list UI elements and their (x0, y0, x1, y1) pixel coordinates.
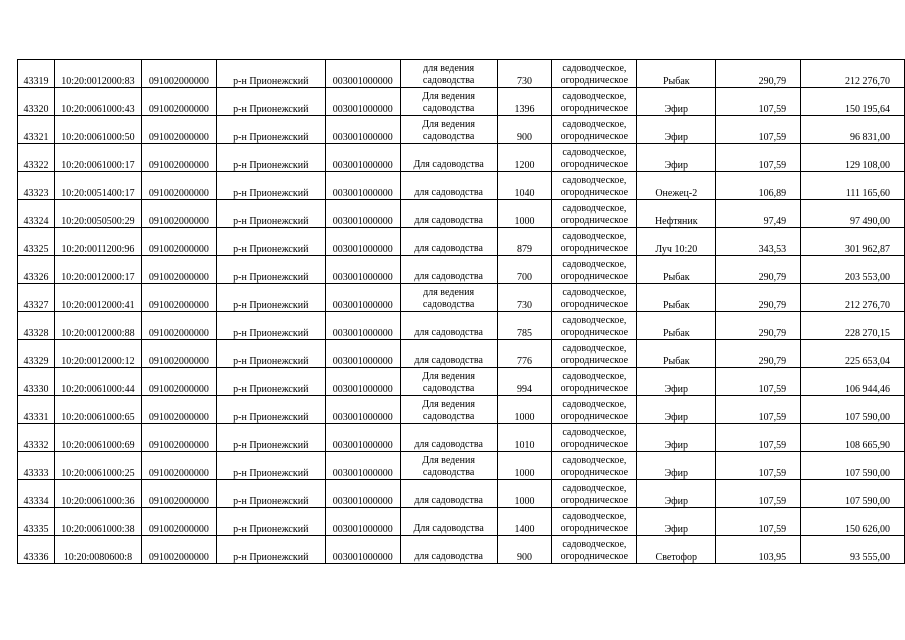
specific-value-cell: 97,49 (716, 200, 801, 228)
land-category-line: огородническое (560, 523, 629, 534)
cadastral-value-cell: 108 665,90 (801, 424, 905, 452)
specific-value-cell: 107,59 (716, 508, 801, 536)
association-name-cell: Рыбак (637, 256, 716, 284)
permitted-use-line (402, 203, 496, 215)
table-row (18, 480, 905, 508)
row-number-cell: 43328 (18, 312, 55, 340)
land-category-cell (552, 228, 637, 256)
permitted-use-line: садоводства (422, 383, 475, 394)
district-cell: р-н Прионежский (216, 200, 325, 228)
land-category-line: садоводческое, (562, 399, 627, 410)
district-cell: р-н Прионежский (216, 508, 325, 536)
district-cell: р-н Прионежский (216, 368, 325, 396)
land-category-line: огородническое (560, 411, 629, 422)
permitted-use-cell (400, 256, 497, 284)
permitted-use-line (402, 343, 496, 355)
oktmo-code-cell: 091002000000 (141, 452, 216, 480)
locality-code-cell: 003001000000 (325, 340, 400, 368)
land-category-cell (552, 284, 637, 312)
locality-code-cell: 003001000000 (325, 368, 400, 396)
permitted-use-cell (400, 88, 497, 116)
area-cell: 900 (497, 536, 552, 564)
oktmo-code-cell: 091002000000 (141, 368, 216, 396)
cadastral-value-cell: 93 555,00 (801, 536, 905, 564)
cadastral-number-cell: 10:20:0061000:36 (54, 480, 141, 508)
permitted-use-cell (400, 508, 497, 536)
cadastral-value-table (17, 59, 905, 564)
land-category-cell (552, 536, 637, 564)
permitted-use-line: садоводства (422, 103, 475, 114)
land-category-cell (552, 480, 637, 508)
oktmo-code-cell: 091002000000 (141, 60, 216, 88)
row-number-cell: 43335 (18, 508, 55, 536)
land-category-cell (552, 144, 637, 172)
permitted-use-cell (400, 480, 497, 508)
land-category-line: огородническое (560, 355, 629, 366)
permitted-use-line (402, 259, 496, 271)
permitted-use-line (402, 539, 496, 551)
association-name-cell: Эфир (637, 452, 716, 480)
area-cell: 1000 (497, 396, 552, 424)
permitted-use-line: для садоводства (414, 271, 483, 282)
cadastral-number-cell: 10:20:0061000:25 (54, 452, 141, 480)
cadastral-value-cell: 150 195,64 (801, 88, 905, 116)
district-cell: р-н Прионежский (216, 172, 325, 200)
cadastral-number-cell: 10:20:0012000:41 (54, 284, 141, 312)
permitted-use-line: садоводства (422, 411, 475, 422)
land-category-line: садоводческое, (562, 371, 627, 382)
cadastral-number-cell: 10:20:0061000:69 (54, 424, 141, 452)
district-cell: р-н Прионежский (216, 452, 325, 480)
oktmo-code-cell: 091002000000 (141, 312, 216, 340)
association-name-cell: Светофор (637, 536, 716, 564)
row-number-cell: 43333 (18, 452, 55, 480)
locality-code-cell: 003001000000 (325, 144, 400, 172)
oktmo-code-cell: 091002000000 (141, 340, 216, 368)
table-row (18, 368, 905, 396)
row-number-cell: 43323 (18, 172, 55, 200)
permitted-use-line (402, 427, 496, 439)
area-cell: 730 (497, 60, 552, 88)
land-category-cell (552, 116, 637, 144)
row-number-cell: 43325 (18, 228, 55, 256)
specific-value-cell: 290,79 (716, 256, 801, 284)
land-category-line: огородническое (560, 299, 629, 310)
area-cell: 700 (497, 256, 552, 284)
specific-value-cell: 290,79 (716, 340, 801, 368)
land-category-cell (552, 508, 637, 536)
row-number-cell: 43324 (18, 200, 55, 228)
cadastral-value-cell: 150 626,00 (801, 508, 905, 536)
permitted-use-line: для ведения (423, 287, 475, 298)
area-cell: 1200 (497, 144, 552, 172)
permitted-use-line: для садоводства (414, 495, 483, 506)
area-cell: 1000 (497, 480, 552, 508)
cadastral-value-cell: 203 553,00 (801, 256, 905, 284)
permitted-use-line (402, 511, 496, 523)
district-cell: р-н Прионежский (216, 340, 325, 368)
specific-value-cell: 107,59 (716, 368, 801, 396)
district-cell: р-н Прионежский (216, 60, 325, 88)
land-category-line: огородническое (560, 383, 629, 394)
land-category-line: огородническое (560, 159, 629, 170)
table-row (18, 228, 905, 256)
locality-code-cell: 003001000000 (325, 116, 400, 144)
specific-value-cell: 107,59 (716, 424, 801, 452)
land-category-line: садоводческое, (562, 259, 627, 270)
row-number-cell: 43329 (18, 340, 55, 368)
association-name-cell: Эфир (637, 116, 716, 144)
association-name-cell: Рыбак (637, 284, 716, 312)
cadastral-value-cell: 106 944,46 (801, 368, 905, 396)
locality-code-cell: 003001000000 (325, 424, 400, 452)
oktmo-code-cell: 091002000000 (141, 200, 216, 228)
land-category-line: огородническое (560, 243, 629, 254)
association-name-cell: Рыбак (637, 60, 716, 88)
cadastral-number-cell: 10:20:0061000:38 (54, 508, 141, 536)
locality-code-cell: 003001000000 (325, 480, 400, 508)
land-category-line: садоводческое, (562, 63, 627, 74)
district-cell: р-н Прионежский (216, 256, 325, 284)
cadastral-number-cell: 10:20:0061000:50 (54, 116, 141, 144)
area-cell: 994 (497, 368, 552, 396)
oktmo-code-cell: 091002000000 (141, 172, 216, 200)
land-category-line: садоводческое, (562, 455, 627, 466)
table-row (18, 340, 905, 368)
association-name-cell: Эфир (637, 396, 716, 424)
land-category-cell (552, 60, 637, 88)
association-name-cell: Луч 10:20 (637, 228, 716, 256)
cadastral-number-cell: 10:20:0061000:43 (54, 88, 141, 116)
oktmo-code-cell: 091002000000 (141, 424, 216, 452)
district-cell: р-н Прионежский (216, 144, 325, 172)
row-number-cell: 43319 (18, 60, 55, 88)
specific-value-cell: 290,79 (716, 312, 801, 340)
permitted-use-cell (400, 536, 497, 564)
land-category-line: садоводческое, (562, 119, 627, 130)
cadastral-number-cell: 10:20:0051400:17 (54, 172, 141, 200)
oktmo-code-cell: 091002000000 (141, 88, 216, 116)
specific-value-cell: 107,59 (716, 116, 801, 144)
row-number-cell: 43330 (18, 368, 55, 396)
permitted-use-cell (400, 116, 497, 144)
locality-code-cell: 003001000000 (325, 396, 400, 424)
land-category-line: садоводческое, (562, 203, 627, 214)
district-cell: р-н Прионежский (216, 312, 325, 340)
area-cell: 879 (497, 228, 552, 256)
land-category-line: садоводческое, (562, 287, 627, 298)
permitted-use-line: для садоводства (414, 215, 483, 226)
permitted-use-line: для садоводства (414, 243, 483, 254)
table-row (18, 312, 905, 340)
table-row (18, 116, 905, 144)
association-name-cell: Эфир (637, 424, 716, 452)
specific-value-cell: 107,59 (716, 452, 801, 480)
cadastral-value-cell: 212 276,70 (801, 284, 905, 312)
cadastral-number-cell: 10:20:0012000:17 (54, 256, 141, 284)
association-name-cell: Нефтяник (637, 200, 716, 228)
locality-code-cell: 003001000000 (325, 508, 400, 536)
oktmo-code-cell: 091002000000 (141, 116, 216, 144)
table-body (18, 60, 905, 564)
permitted-use-line: Для садоводства (413, 159, 484, 170)
land-category-cell (552, 396, 637, 424)
land-category-line: садоводческое, (562, 483, 627, 494)
cadastral-value-cell: 225 653,04 (801, 340, 905, 368)
permitted-use-line (402, 483, 496, 495)
land-category-line: огородническое (560, 439, 629, 450)
permitted-use-line: Для ведения (422, 399, 475, 410)
area-cell: 1396 (497, 88, 552, 116)
cadastral-value-cell: 228 270,15 (801, 312, 905, 340)
district-cell: р-н Прионежский (216, 228, 325, 256)
land-category-line: садоводческое, (562, 343, 627, 354)
cadastral-number-cell: 10:20:0061000:65 (54, 396, 141, 424)
area-cell: 900 (497, 116, 552, 144)
cadastral-value-cell: 107 590,00 (801, 480, 905, 508)
row-number-cell: 43331 (18, 396, 55, 424)
table-row (18, 88, 905, 116)
locality-code-cell: 003001000000 (325, 256, 400, 284)
association-name-cell: Онежец-2 (637, 172, 716, 200)
land-category-line: огородническое (560, 103, 629, 114)
permitted-use-line: Для ведения (422, 119, 475, 130)
permitted-use-line: Для ведения (422, 91, 475, 102)
land-category-cell (552, 312, 637, 340)
table-row (18, 256, 905, 284)
area-cell: 1040 (497, 172, 552, 200)
cadastral-number-cell: 10:20:0011200:96 (54, 228, 141, 256)
permitted-use-cell (400, 340, 497, 368)
locality-code-cell: 003001000000 (325, 228, 400, 256)
land-category-cell (552, 172, 637, 200)
permitted-use-line: для садоводства (414, 439, 483, 450)
land-category-line: огородническое (560, 495, 629, 506)
area-cell: 776 (497, 340, 552, 368)
land-category-line: огородническое (560, 75, 629, 86)
row-number-cell: 43327 (18, 284, 55, 312)
permitted-use-cell (400, 60, 497, 88)
association-name-cell: Эфир (637, 480, 716, 508)
row-number-cell: 43322 (18, 144, 55, 172)
land-category-line: садоводческое, (562, 175, 627, 186)
specific-value-cell: 103,95 (716, 536, 801, 564)
permitted-use-cell (400, 200, 497, 228)
district-cell: р-н Прионежский (216, 396, 325, 424)
cadastral-number-cell: 10:20:0050500:29 (54, 200, 141, 228)
permitted-use-line: садоводства (422, 467, 475, 478)
land-category-line: садоводческое, (562, 147, 627, 158)
cadastral-value-cell: 129 108,00 (801, 144, 905, 172)
locality-code-cell: 003001000000 (325, 60, 400, 88)
specific-value-cell: 107,59 (716, 144, 801, 172)
table-row (18, 536, 905, 564)
cadastral-number-cell: 10:20:0012000:88 (54, 312, 141, 340)
permitted-use-cell (400, 228, 497, 256)
land-category-cell (552, 452, 637, 480)
specific-value-cell: 290,79 (716, 284, 801, 312)
oktmo-code-cell: 091002000000 (141, 228, 216, 256)
locality-code-cell: 003001000000 (325, 200, 400, 228)
area-cell: 1010 (497, 424, 552, 452)
permitted-use-line: Для садоводства (413, 523, 484, 534)
permitted-use-line: для садоводства (414, 551, 483, 562)
cadastral-value-cell: 107 590,00 (801, 452, 905, 480)
association-name-cell: Эфир (637, 508, 716, 536)
locality-code-cell: 003001000000 (325, 536, 400, 564)
specific-value-cell: 107,59 (716, 88, 801, 116)
specific-value-cell: 343,53 (716, 228, 801, 256)
cadastral-value-cell: 107 590,00 (801, 396, 905, 424)
area-cell: 1000 (497, 200, 552, 228)
land-category-line: огородническое (560, 187, 629, 198)
association-name-cell: Эфир (637, 88, 716, 116)
row-number-cell: 43320 (18, 88, 55, 116)
association-name-cell: Рыбак (637, 312, 716, 340)
land-category-cell (552, 368, 637, 396)
cadastral-value-cell: 97 490,00 (801, 200, 905, 228)
locality-code-cell: 003001000000 (325, 312, 400, 340)
table-row (18, 200, 905, 228)
area-cell: 785 (497, 312, 552, 340)
land-category-cell (552, 200, 637, 228)
oktmo-code-cell: 091002000000 (141, 284, 216, 312)
land-category-line: садоводческое, (562, 91, 627, 102)
table-row (18, 60, 905, 88)
locality-code-cell: 003001000000 (325, 452, 400, 480)
district-cell: р-н Прионежский (216, 284, 325, 312)
row-number-cell: 43334 (18, 480, 55, 508)
table-row (18, 284, 905, 312)
oktmo-code-cell: 091002000000 (141, 480, 216, 508)
row-number-cell: 43336 (18, 536, 55, 564)
cadastral-number-cell: 10:20:0012000:83 (54, 60, 141, 88)
permitted-use-line: для садоводства (414, 187, 483, 198)
cadastral-number-cell: 10:20:0061000:17 (54, 144, 141, 172)
row-number-cell: 43332 (18, 424, 55, 452)
permitted-use-line (402, 147, 496, 159)
permitted-use-line: садоводства (422, 299, 475, 310)
cadastral-value-cell: 212 276,70 (801, 60, 905, 88)
permitted-use-cell (400, 424, 497, 452)
permitted-use-cell (400, 172, 497, 200)
oktmo-code-cell: 091002000000 (141, 396, 216, 424)
district-cell: р-н Прионежский (216, 536, 325, 564)
permitted-use-cell (400, 284, 497, 312)
association-name-cell: Рыбак (637, 340, 716, 368)
table-row (18, 452, 905, 480)
permitted-use-cell (400, 396, 497, 424)
permitted-use-line: для садоводства (414, 355, 483, 366)
land-category-line: садоводческое, (562, 315, 627, 326)
permitted-use-cell (400, 312, 497, 340)
land-category-cell (552, 424, 637, 452)
land-category-line: огородническое (560, 131, 629, 142)
land-category-line: огородническое (560, 271, 629, 282)
district-cell: р-н Прионежский (216, 424, 325, 452)
row-number-cell: 43321 (18, 116, 55, 144)
land-category-cell (552, 88, 637, 116)
table-row (18, 508, 905, 536)
land-category-line: садоводческое, (562, 231, 627, 242)
area-cell: 1000 (497, 452, 552, 480)
specific-value-cell: 106,89 (716, 172, 801, 200)
permitted-use-line (402, 315, 496, 327)
locality-code-cell: 003001000000 (325, 88, 400, 116)
land-category-line: садоводческое, (562, 539, 627, 550)
table-row (18, 144, 905, 172)
association-name-cell: Эфир (637, 368, 716, 396)
district-cell: р-н Прионежский (216, 480, 325, 508)
cadastral-value-cell: 96 831,00 (801, 116, 905, 144)
permitted-use-line (402, 175, 496, 187)
cadastral-number-cell: 10:20:0012000:12 (54, 340, 141, 368)
area-cell: 1400 (497, 508, 552, 536)
row-number-cell: 43326 (18, 256, 55, 284)
district-cell: р-н Прионежский (216, 116, 325, 144)
oktmo-code-cell: 091002000000 (141, 536, 216, 564)
oktmo-code-cell: 091002000000 (141, 508, 216, 536)
district-cell: р-н Прионежский (216, 88, 325, 116)
land-category-line: садоводческое, (562, 427, 627, 438)
land-category-line: огородническое (560, 551, 629, 562)
land-category-line: огородническое (560, 215, 629, 226)
locality-code-cell: 003001000000 (325, 172, 400, 200)
table-row (18, 396, 905, 424)
permitted-use-cell (400, 368, 497, 396)
table-row (18, 172, 905, 200)
land-category-line: огородническое (560, 327, 629, 338)
permitted-use-line: садоводства (422, 131, 475, 142)
oktmo-code-cell: 091002000000 (141, 256, 216, 284)
land-category-cell (552, 340, 637, 368)
permitted-use-cell (400, 452, 497, 480)
locality-code-cell: 003001000000 (325, 284, 400, 312)
permitted-use-line: садоводства (422, 75, 475, 86)
oktmo-code-cell: 091002000000 (141, 144, 216, 172)
permitted-use-line: Для ведения (422, 455, 475, 466)
association-name-cell: Эфир (637, 144, 716, 172)
permitted-use-line: для садоводства (414, 327, 483, 338)
cadastral-number-cell: 10:20:0061000:44 (54, 368, 141, 396)
cadastral-number-cell: 10:20:0080600:8 (54, 536, 141, 564)
area-cell: 730 (497, 284, 552, 312)
permitted-use-cell (400, 144, 497, 172)
permitted-use-line: Для ведения (422, 371, 475, 382)
land-category-line: садоводческое, (562, 511, 627, 522)
permitted-use-line (402, 231, 496, 243)
specific-value-cell: 107,59 (716, 396, 801, 424)
cadastral-value-cell: 111 165,60 (801, 172, 905, 200)
specific-value-cell: 107,59 (716, 480, 801, 508)
land-category-line: огородническое (560, 467, 629, 478)
land-category-cell (552, 256, 637, 284)
table-row (18, 424, 905, 452)
specific-value-cell: 290,79 (716, 60, 801, 88)
cadastral-value-cell: 301 962,87 (801, 228, 905, 256)
permitted-use-line: для ведения (423, 63, 475, 74)
